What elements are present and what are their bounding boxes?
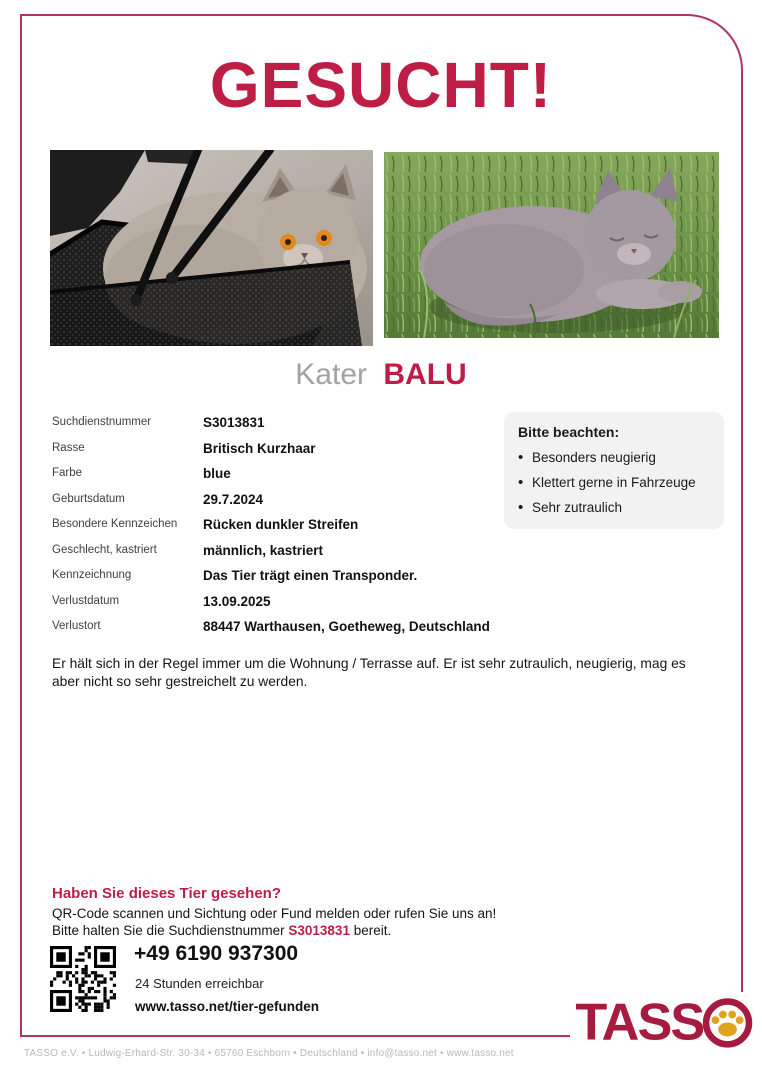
footer-address: TASSO e.V. • Ludwig-Erhard-Str. 30-34 • 65760 Eschborn • Deutschland • info@tasso.net • www.tasso.net [24, 1048, 514, 1059]
notes-box-title: Bitte beachten: [518, 424, 620, 440]
contact-section [52, 885, 612, 939]
search-number: S3013831 [288, 923, 350, 938]
availability-note: 24 Stunden erreichbar [135, 976, 264, 991]
table-row [52, 593, 497, 611]
photo-cat-in-basket [50, 150, 373, 346]
instruction-2-prefix: Bitte halten Sie die Suchdienstnummer [52, 923, 289, 938]
tasso-logo-graphic [575, 994, 755, 1050]
detail-value: Das Tier trägt einen Transponder. [203, 568, 418, 584]
detail-value: blue [203, 466, 231, 482]
instruction-2-suffix: bereit. [349, 923, 392, 938]
detail-label: Verlustdatum [52, 594, 120, 607]
notes-box [504, 412, 724, 529]
pet-name-line [0, 358, 762, 392]
detail-value: S3013831 [203, 415, 265, 430]
photo-cat-in-grass [384, 152, 719, 338]
cat-in-grass-illustration [384, 152, 719, 338]
table-row [52, 414, 497, 432]
tasso-logo [570, 992, 755, 1052]
contact-instruction-1: QR-Code scannen und Sichtung oder Fund melden oder rufen Sie uns an! [52, 906, 497, 921]
detail-value: 88447 Warthausen, Goetheweg, Deutschland [203, 619, 490, 635]
pet-type-label: Kater [295, 358, 368, 391]
table-row [52, 542, 497, 560]
poster-title: GESUCHT! [209, 49, 553, 121]
detail-label: Rasse [52, 441, 85, 454]
table-row [52, 567, 497, 585]
pet-name: BALU [383, 358, 467, 391]
table-row [52, 491, 497, 509]
table-row [52, 465, 497, 483]
detail-value: Rücken dunkler Streifen [203, 517, 359, 533]
table-row [52, 618, 497, 636]
pet-details-table [52, 414, 497, 644]
list-item: • Sehr zutraulich [518, 500, 710, 515]
report-url: www.tasso.net/tier-gefunden [135, 999, 320, 1014]
detail-label: Besondere Kennzeichen [52, 518, 178, 531]
paw-icon [706, 1001, 749, 1044]
phone-number: +49 6190 937300 [134, 942, 299, 965]
list-item: • Klettert gerne in Fahrzeuge [518, 475, 710, 490]
detail-value: männlich, kastriert [203, 542, 324, 558]
detail-label: Kennzeichnung [52, 569, 132, 582]
cat-in-basket-illustration [50, 150, 373, 346]
detail-value: Britisch Kurzhaar [203, 440, 316, 456]
logo-text: TASS [575, 994, 704, 1050]
contact-instruction-2 [52, 922, 612, 939]
detail-value: 29.7.2024 [203, 491, 264, 507]
qr-code [50, 946, 116, 1012]
detail-label: Farbe [52, 467, 83, 480]
table-row [52, 516, 497, 534]
contact-heading: Haben Sie dieses Tier gesehen? [52, 885, 281, 902]
detail-label: Verlustort [52, 620, 101, 633]
table-row [52, 440, 497, 458]
pet-description: Er hält sich in der Regel immer um die Wohnung / Terrasse auf. Er ist sehr zutraulich, neugierig, mag es aber nicht so sehr gestreichelt zu werden. [52, 656, 686, 689]
detail-value: 13.09.2025 [203, 593, 271, 609]
notes-list [518, 450, 710, 515]
detail-label: Geschlecht, kastriert [52, 543, 157, 556]
list-item: • Besonders neugierig [518, 450, 710, 465]
detail-label: Suchdienstnummer [52, 416, 152, 428]
detail-label: Geburtsdatum [52, 492, 125, 505]
